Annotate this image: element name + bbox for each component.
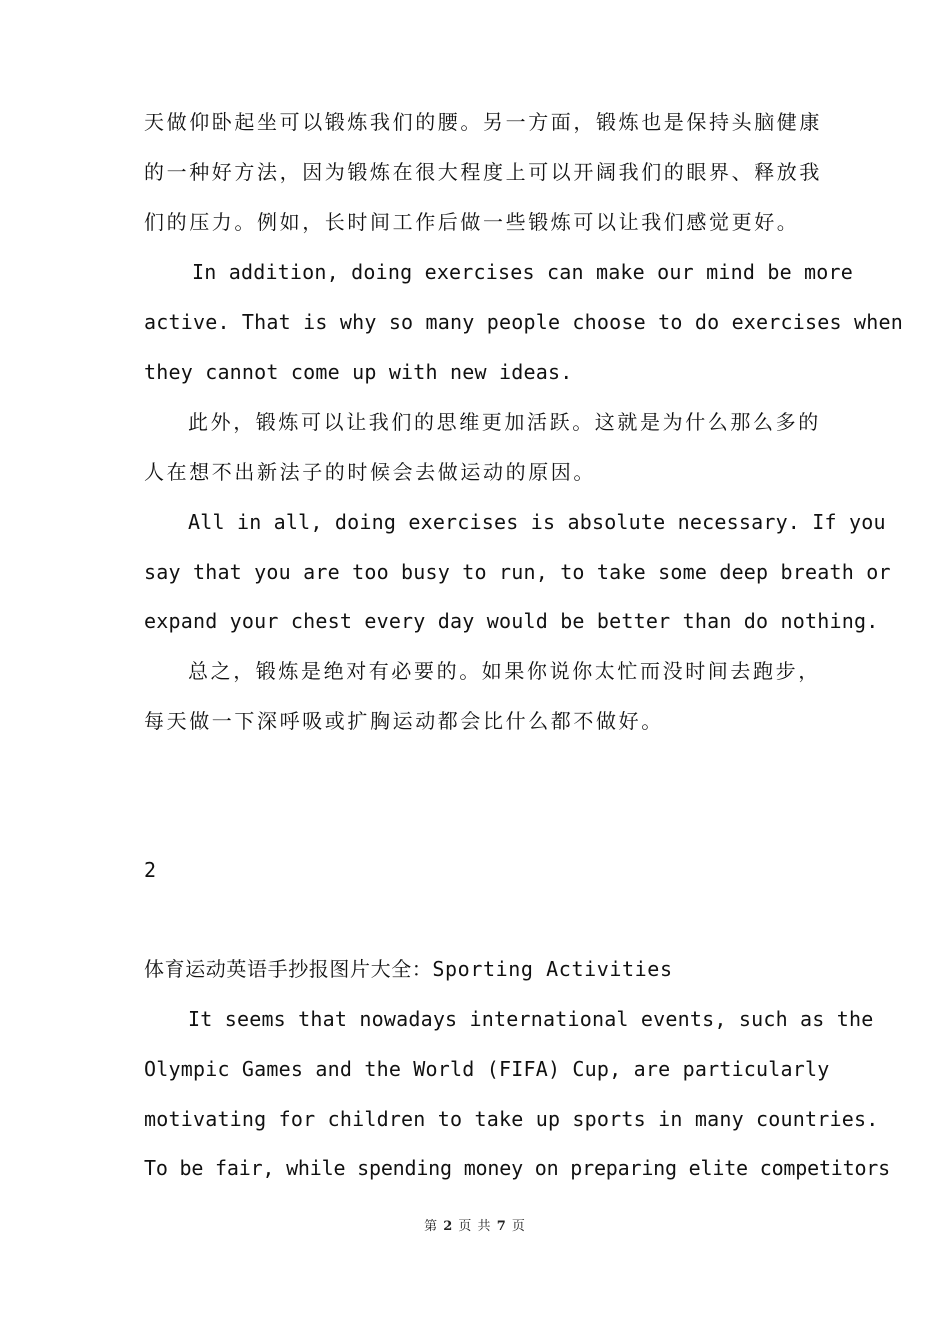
paragraph-line: Olympic Games and the World (FIFA) Cup, are particularly (144, 1057, 830, 1081)
paragraph-line: 人在想不出新法子的时候会去做运动的原因。 (144, 460, 596, 484)
paragraph-line: It seems that nowadays international events, such as the (188, 1007, 874, 1031)
paragraph-line: they cannot come up with new ideas. (144, 360, 573, 384)
paragraph-line: motivating for children to take up sports in many countries. (144, 1107, 879, 1131)
paragraph-line: To be fair, while spending money on preparing elite competitors (144, 1156, 890, 1180)
paragraph-line: 总之，锻炼是绝对有必要的。如果你说你太忙而没时间去跑步， (188, 659, 821, 683)
paragraph-line: In addition, doing exercises can make our mind be more (192, 260, 854, 284)
current-page-number: 2 (443, 1219, 454, 1234)
paragraph-line: expand your chest every day would be better than do nothing. (144, 609, 879, 633)
paragraph-line: 们的压力。例如，长时间工作后做一些锻炼可以让我们感觉更好。 (144, 210, 800, 234)
section-number: 2 (144, 858, 157, 882)
paragraph-line: 的一种好方法，因为锻炼在很大程度上可以开阔我们的眼界、释放我 (144, 160, 822, 184)
paragraph-line: 此外，锻炼可以让我们的思维更加活跃。这就是为什么那么多的 (188, 410, 821, 434)
paragraph-line: active. That is why so many people choose to do exercises when (144, 310, 903, 334)
paragraph-line: say that you are too busy to run, to take some deep breath or (144, 560, 891, 584)
total-pages-number: 7 (496, 1219, 507, 1234)
footer-suffix: 页 (511, 1219, 526, 1234)
paragraph-line: All in all, doing exercises is absolute necessary. If you (188, 510, 886, 534)
page-footer (0, 1215, 950, 1234)
paragraph-line: 天做仰卧起坐可以锻炼我们的腰。另一方面，锻炼也是保持头脑健康 (144, 110, 822, 134)
section-title: 体育运动英语手抄报图片大全：Sporting Activities (144, 957, 673, 981)
footer-prefix: 第 (424, 1219, 439, 1234)
footer-middle: 页 共 (458, 1219, 492, 1234)
paragraph-line: 每天做一下深呼吸或扩胸运动都会比什么都不做好。 (144, 709, 664, 733)
